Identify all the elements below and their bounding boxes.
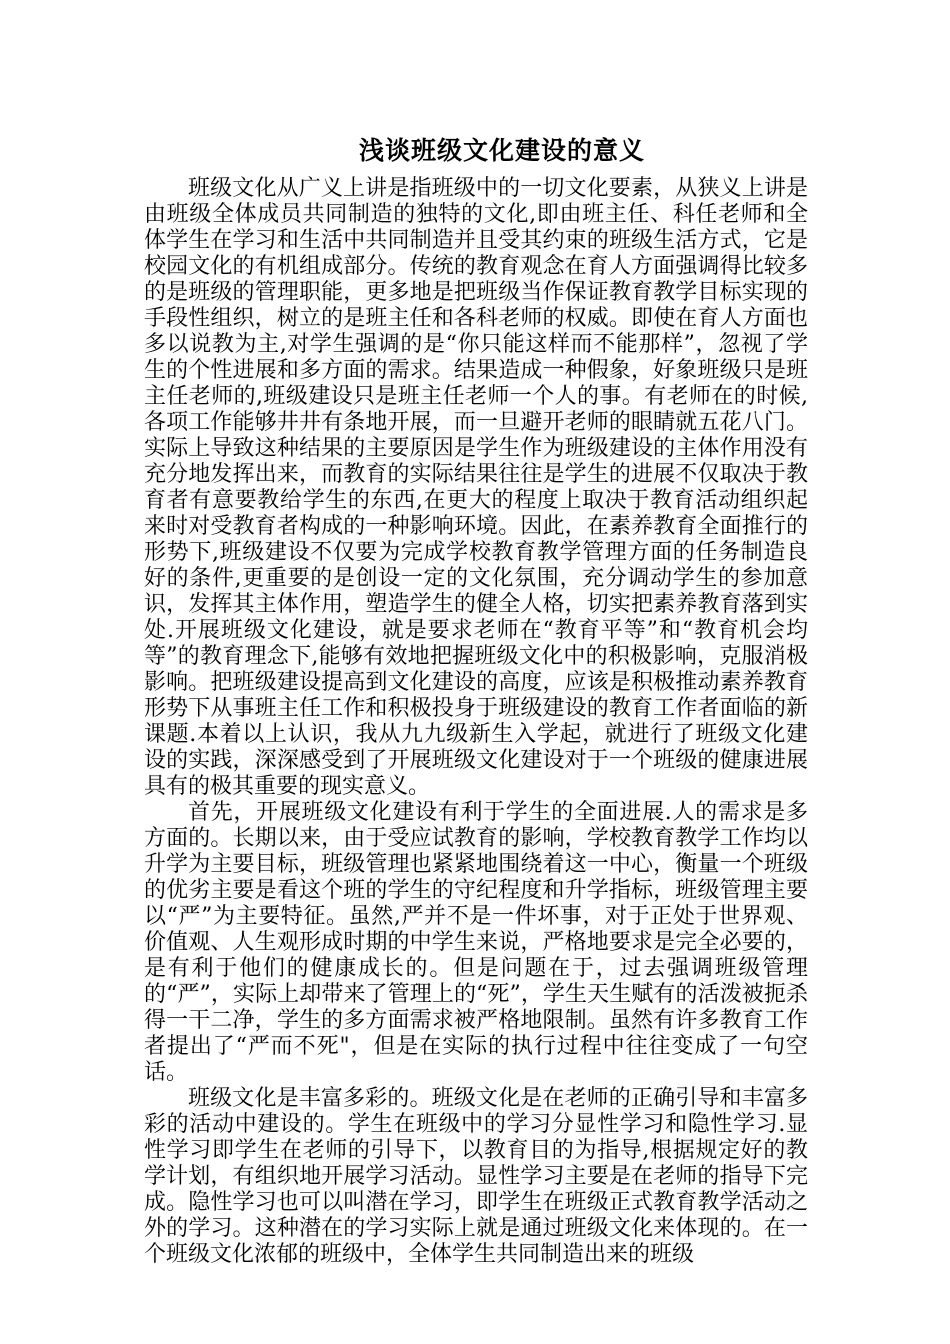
paragraph: 班级文化是丰富多彩的。班级文化是在老师的正确引导和丰富多彩的活动中建设的。学生在班级中的学习分显性学习和隐性学习.显性学习即学生在老师的引导下，以教育目的为指导,根据规定好的教学计划，有组织地开展学习活动。显性学习主要是在老师的指导下完成。隐性学习也可以叫潜在学习，即学生在班级正式教育教学活动之外的学习。这种潜在的学习实际上就是通过班级文化来体现的。在一个班级文化浓郁的班级中，全体学生共同制造出来的班级 [144, 1086, 808, 1267]
paragraph: 班级文化从广义上讲是指班级中的一切文化要素，从狭义上讲是由班级全体成员共同制造的独特的文化,即由班主任、科任老师和全体学生在学习和生活中共同制造并且受其约束的班级生活方式，它是校园文化的有机组成部分。传统的教育观念在育人方面强调得比较多的是班级的管理职能，更多地是把班级当作保证教育教学目标实现的手段性组织，树立的是班主任和各科老师的权威。即使在育人方面也多以说教为主,对学生强调的是“你只能这样而不能那样”，忽视了学生的个性进展和多方面的需求。结果造成一种假象，好象班级只是班主任老师的,班级建设只是班主任老师一个人的事。有老师在的时候,各项工作能够井井有条地开展，而一旦避开老师的眼睛就五花八门。实际上导致这种结果的主要原因是学生作为班级建设的主体作用没有充分地发挥出来，而教育的实际结果往往是学生的进展不仅取决于教育者有意要教给学生的东西,在更大的程度上取决于教育活动组织起来时对受教育者构成的一种影响环境。因此，在素养教育全面推行的形势下,班级建设不仅要为完成学校教育教学管理方面的任务制造良好的条件,更重要的是创设一定的文化氛围，充分调动学生的参加意识，发挥其主体作用，塑造学生的健全人格，切实把素养教育落到实处.开展班级文化建设，就是要求老师在“教育平等”和“教育机会均等”的教育理念下,能够有效地把握班级文化中的积极影响，克服消极影响。把班级建设提高到文化建设的高度，应该是积极推动素养教育形势下从事班主任工作和积极投身于班级建设的教育工作者面临的新课题.本着以上认识，我从九九级新生入学起，就进行了班级文化建设的实践，深深感受到了开展班级文化建设对于一个班级的健康进展具有的极其重要的现实意义。 [144, 176, 808, 799]
paragraph: 首先，开展班级文化建设有利于学生的全面进展.人的需求是多方面的。长期以来，由于受应试教育的影响，学校教育教学工作均以升学为主要目标，班级管理也紧紧地围绕着这一中心，衡量一个班级的优劣主要是看这个班的学生的守纪程度和升学指标，班级管理主要以“严”为主要特征。虽然,严并不是一件坏事，对于正处于世界观、价值观、人生观形成时期的中学生来说，严格地要求是完全必要的，是有利于他们的健康成长的。但是问题在于，过去强调班级管理的“严”，实际上却带来了管理上的“死”，学生天生赋有的活泼被扼杀得一干二净，学生的多方面需求被严格地限制。虽然有许多教育工作者提出了“严而不死"，但是在实际的执行过程中往往变成了一句空话。 [144, 800, 808, 1085]
document-title: 浅谈班级文化建设的意义 [358, 136, 645, 165]
document-body [144, 134, 808, 1268]
